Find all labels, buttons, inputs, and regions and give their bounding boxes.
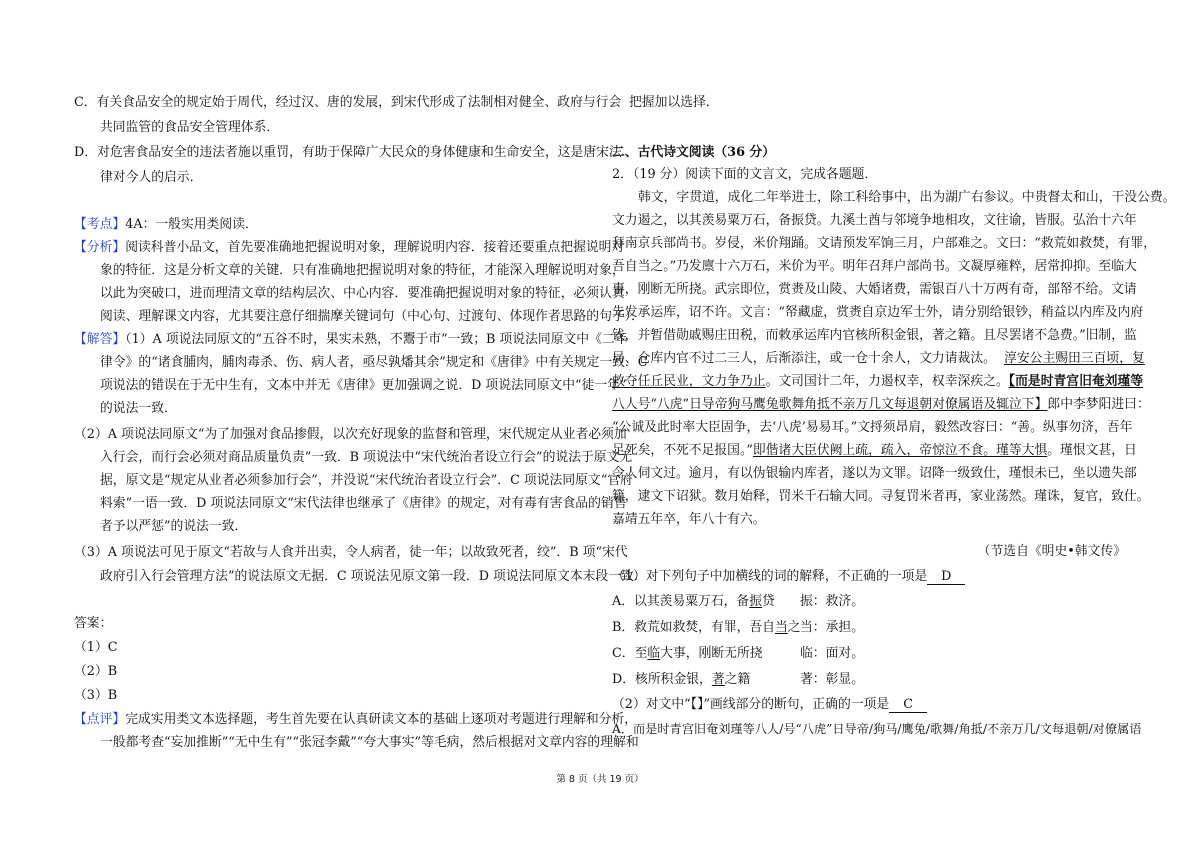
option-row	[612, 594, 864, 610]
answer-3: （3）B	[74, 688, 118, 703]
fenxi-line2: 象的特征．这是分析文章的关键．只有准确地把握说明对象的特征，才能深入理解说明对象，	[100, 263, 625, 278]
passage-text: 郎中李梦阳进曰：	[1047, 397, 1150, 412]
fenxi-text: 阅读科普小品文，首先要准确地把握说明对象，理解说明内容．接着还要重点把握说明对	[125, 240, 625, 255]
passage-line6: 先发承运库，诏不许。文言：“帑藏虚，赏赉自京边军士外，请分别给银钞，稍益以内库及内府	[612, 305, 1144, 320]
subquestion-2-answer: C	[889, 698, 927, 713]
jieda-line3: 项说法的错误在于无中生有，文本中并无《唐律》更加强调之说．D 项说法同原文中“徒一年”	[100, 378, 627, 393]
page-footer: 第 8 页（共 19 页）	[556, 774, 644, 785]
passage-line3: 拜南京兵部尚书。岁侵，米价翔踊。文请预发军饷三月，户部难之。文曰：“救荒如救焚，有罪，	[612, 236, 1157, 251]
underlined-sentence-1b: 敕夺任丘民业，文力争乃止	[612, 374, 766, 389]
passage-line4: 吾自当之。”乃发廪十六万石，米价为平。明年召拜户部尚书。文凝厚雍粹，居常抑抑。至临大	[612, 259, 1137, 274]
subquestion-2-option-a: A．而是时青宫旧奄刘瑾等八人/号“八虎”日导帝/狗马/鹰兔/歌舞/角抵/不亲万几/文每退朝/对僚属语	[612, 722, 1142, 736]
answer-label: 答案：	[74, 616, 113, 631]
underlined-sentence-2: 即偕诸大臣伏阙上疏，疏入，帝惊泣不食。瑾等大惧	[752, 443, 1048, 458]
answer-2: （2）B	[74, 664, 118, 679]
option-text: D．核所积金银，	[612, 672, 712, 687]
passage-line1: 韩文，字贯道，成化二年举进士，除工科给事中，出为湖广右参议。中贵督太和山，干没公费。	[638, 190, 1176, 205]
passage-line15: 嘉靖五年卒，年八十有六。	[612, 512, 766, 527]
bracket-passage-b: 八人号“八虎”日导帝狗马鹰兔歌舞角抵不亲万几文每退朝对僚属语及辄泣下】	[612, 397, 1048, 412]
fenxi-line1	[74, 240, 624, 256]
passage-line13: 令人伺文过。逾月，有以伪银输内库者，遂以为文罪。诏降一级致仕，瑾恨未已，坐以遗失部	[612, 466, 1137, 481]
option-row	[612, 620, 864, 636]
option-explanation: 著：彰显。	[800, 672, 864, 687]
option-row	[612, 672, 864, 688]
passage-text: 。文司国计二年，力遏权幸，权幸深疾之。	[765, 374, 1009, 389]
option-c-line1: C．有关食品安全的规定始于周代，经过汉、唐的发展，到宋代形成了法制相对健全、政府与行会	[74, 95, 622, 110]
jieda-line1	[74, 332, 627, 348]
option-underlined-word: 著	[711, 672, 725, 687]
jieda-line2: 律令》的“诸食脯肉，脯肉毒杀、伤、病人者，亟尽孰燔其余”规定和《唐律》中有关规定一致．C	[100, 355, 648, 370]
item3-line2: 政府引入行会管理方法”的说法原文无据．C 项说法见原文第一段．D 项说法同原文本末段一致．	[100, 569, 647, 584]
option-underlined-word: 振	[749, 594, 763, 609]
kaodian-text: 4A：一般实用类阅读．	[125, 217, 258, 232]
item2-line4: 料索”一语一致．D 项说法同原文“宋代法律也继承了《唐律》的规定，对有毒有害食品的销售	[100, 496, 627, 511]
kaodian-tag: 【考点】	[74, 217, 126, 232]
passage-line12	[612, 443, 1137, 459]
passage-line5: 事，刚断无所挠。武宗即位，赏赉及山陵、大婚诸费，需银百八十万两有奇，部帑不给。文请	[612, 282, 1137, 297]
subquestion-2	[612, 697, 927, 713]
option-underlined-word: 当	[774, 620, 788, 635]
passage-line14: 籍，逮文下诏狱。数月始释，罚米千石输大同。寻复罚米者再，家业荡然。瑾诛，复官，致仕。	[612, 489, 1150, 504]
option-explanation: 当：承担。	[800, 620, 864, 635]
option-text: 之籍	[724, 672, 751, 687]
passage-line7: 钱，并暂借勋戚赐庄田税，而敕承运库内官核所积金银，著之籍。且尽罢诸不急费。”旧制，监	[612, 328, 1137, 343]
option-text: B．救荒如救焚，有罪，吾自	[612, 620, 775, 635]
jieda-text: （1）A 项说法同原文的“五谷不时，果实未熟，不鬻于市”一致；B 项说法同原文中《二年	[125, 332, 628, 347]
option-d-line2: 律对今人的启示．	[100, 170, 203, 185]
option-explanation: 振：救济。	[800, 594, 864, 609]
passage-text: 局、仓库内官不过二三人，后渐添注，或一仓十余人，文力请裁汰。	[612, 351, 996, 366]
dianping-tag: 【点评】	[74, 712, 126, 727]
option-text: 大事，刚断无所挠	[660, 646, 763, 661]
passage-line9	[612, 374, 1143, 390]
jieda-line4: 的说法一致．	[100, 401, 177, 416]
option-c-line2: 共同监管的食品安全管理体系．	[100, 120, 280, 135]
passage-text: 足死矣，不死不足报国。”	[612, 443, 753, 458]
fenxi-tag: 【分析】	[74, 240, 126, 255]
section-title: 二、古代诗文阅读（36 分）	[612, 145, 776, 160]
subquestion-1-text: （1）对下列句子中加横线的词的解释，不正确的一项是	[612, 569, 928, 584]
dianping-text: 完成实用类文本选择题，考生首先要在认真研读文本的基础上逐项对考题进行理解和分析，	[125, 712, 638, 727]
fenxi-line4: 阅读、理解课文内容，尤其要注意仔细揣摩关键词句（中心句、过渡句、体现作者思路的句子）．	[100, 309, 644, 324]
continuation-line: 把握加以选择．	[629, 95, 719, 110]
kaodian-line	[74, 217, 258, 233]
option-row	[612, 646, 864, 662]
underlined-sentence-1a: 淳安公主赐田三百顷，复	[1004, 351, 1145, 366]
dianping-line1	[74, 712, 637, 728]
bracket-passage-a: 【而是时青宫旧奄刘瑾等	[1008, 374, 1144, 389]
answer-1: （1）C	[74, 640, 118, 655]
item2-line5: 者予以严惩”的说法一致．	[100, 519, 248, 534]
passage-line2: 文力遏之，以其羡易粟万石，备振贷。九溪土酋与邻境争地相攻，文往谕，皆服。弘治十六年	[612, 213, 1137, 228]
item2-line3: 据，原文是“规定从业者必须参加行会”，并没说“宋代统治者设立行会”．C 项说法同原文“官府	[100, 473, 633, 488]
passage-text: 。瑾恨文甚，日	[1047, 443, 1137, 458]
fenxi-line3: 以此为突破口，进而理清文章的结构层次、中心内容．要准确把握说明对象的特征，必须认真	[100, 286, 625, 301]
item2-line2: 入行会，而行会必须对商品质量负责”一致．B 项说法中“宋代统治者设立行会”的说法于原文无	[100, 450, 633, 465]
option-text: 之	[787, 620, 801, 635]
subquestion-1-answer: D	[927, 570, 965, 585]
option-explanation: 临：面对。	[800, 646, 864, 661]
subquestion-1	[612, 569, 965, 585]
item2-line1: （2）A 项说法同原文“为了加强对食品掺假，以次充好现象的监督和管理，宋代规定从业者必须加	[74, 427, 627, 442]
option-text: 贷	[762, 594, 775, 609]
option-d-line1: D．对危害食品安全的违法者施以重罚，有助于保障广大民众的身体健康和生命安全，这是唐宋法	[74, 145, 622, 160]
option-text: C．至	[612, 646, 648, 661]
item3-line1: （3）A 项说法可见于原文“若故与人食并出卖，令人病者，徒一年；以故致死者，绞”．B 项“宋代	[74, 545, 628, 560]
jieda-tag: 【解答】	[74, 332, 126, 347]
passage-line10	[612, 397, 1150, 413]
option-underlined-word: 临	[647, 646, 661, 661]
question-2-intro: 2．（19 分）阅读下面的文言文，完成各题题．	[612, 167, 878, 182]
passage-source: （节选自《明史•韩文传》	[977, 544, 1126, 559]
subquestion-2-text: （2）对文中“【】”画线部分的断句，正确的一项是	[612, 697, 890, 712]
passage-line8	[612, 351, 1145, 367]
option-text: A．以其羡易粟万石，备	[612, 594, 750, 609]
passage-line11: “公诚及此时率大臣固争，去‘八虎’易易耳。”文捋须昂肩，毅然改容曰：“善。纵事勿济，吾年	[612, 420, 1133, 435]
dianping-line2: 一般都考查“妄加推断”“无中生有”“张冠李戴”“夸大事实”等毛病，然后根据对文章内容的理解和	[100, 735, 639, 750]
